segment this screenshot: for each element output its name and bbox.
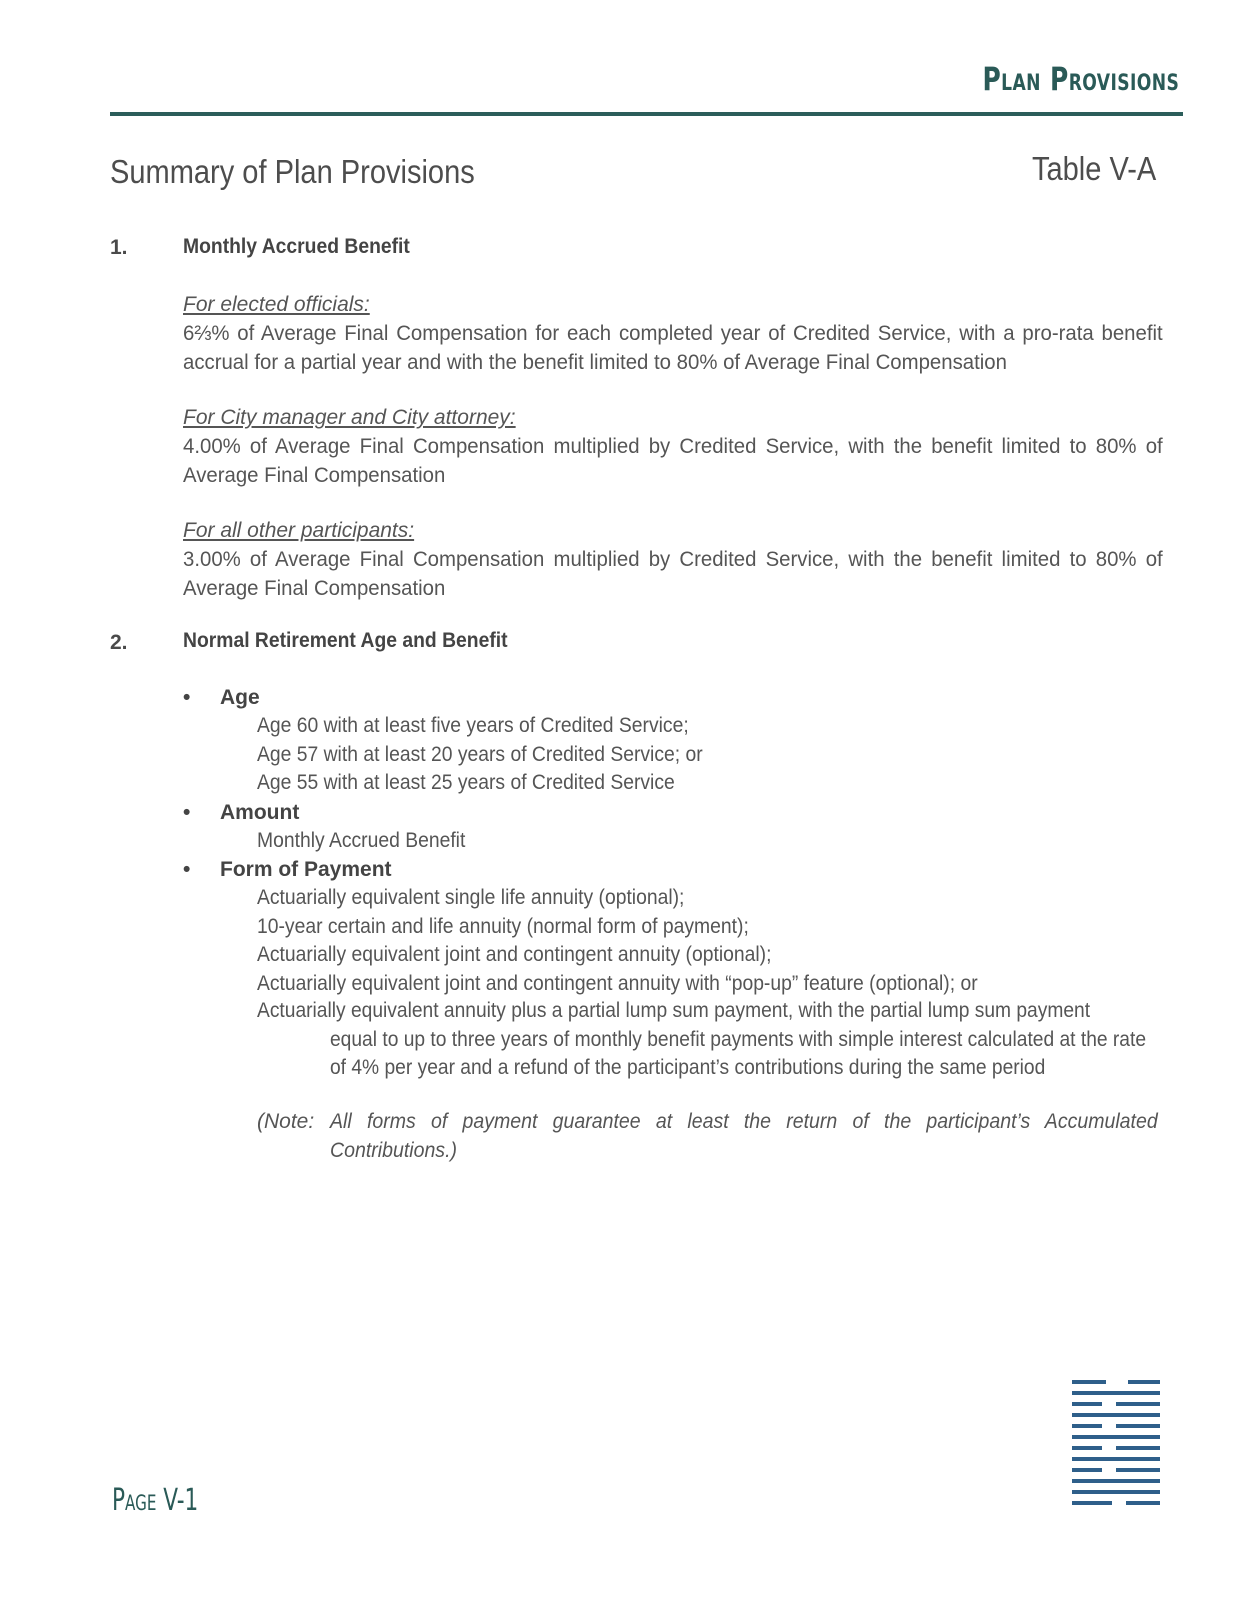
table-id: Table V-A xyxy=(1031,150,1156,187)
provision-text: 6⅔% of Average Final Compensation for each completed year of Credited Service, with a pro-rata benefit accrual for a partial year and with the benefit limited to 80% of Average Final Compensation xyxy=(183,322,1163,374)
section-1-title: Monthly Accrued Benefit xyxy=(183,235,410,258)
list-item: Age 60 with at least five years of Credited Service; xyxy=(257,714,689,737)
list-item: 10-year certain and life annuity (normal form of payment); xyxy=(257,914,749,938)
provision-other-participants xyxy=(183,516,1183,603)
provision-label: For all other participants: xyxy=(183,519,415,542)
age-lines xyxy=(257,712,741,798)
provision-elected-officials xyxy=(183,290,1183,377)
amount-lines xyxy=(257,827,483,856)
list-item: Actuarially equivalent joint and contingent annuity with “pop-up” feature (optional); or xyxy=(257,971,978,995)
bullet-label: Form of Payment xyxy=(220,858,392,881)
page-number: Page V-1 xyxy=(112,1483,199,1518)
section-2-number: 2. xyxy=(110,631,128,654)
provision-label: For City manager and City attorney: xyxy=(183,406,516,429)
payment-note xyxy=(257,1107,1162,1165)
list-item-continuation: equal to up to three years of monthly benefit payments with simple interest calculated at the rate of 4% per year and a refund of the participant’s contributions during the same period xyxy=(330,1027,1147,1079)
provision-label: For elected officials: xyxy=(183,293,370,316)
bullet-label: Age xyxy=(220,686,260,709)
list-item: Age 57 with at least 20 years of Credited Service; or xyxy=(257,742,703,766)
list-item: Monthly Accrued Benefit xyxy=(257,829,466,852)
bullet-dot-icon: • xyxy=(183,858,191,881)
firm-logo-icon xyxy=(1072,1380,1160,1508)
list-item: Actuarially equivalent single life annuity (optional); xyxy=(257,886,685,909)
payment-form-lines xyxy=(257,884,1040,998)
provision-text: 4.00% of Average Final Compensation multiplied by Credited Service, with the benefit limited to 80% of Average Final Compensation xyxy=(183,435,1163,487)
list-item: Age 55 with at least 25 years of Credited Service xyxy=(257,771,675,794)
bullet-label: Amount xyxy=(220,801,300,824)
note-lead: (Note: xyxy=(257,1110,315,1133)
bullet-dot-icon: • xyxy=(183,686,191,709)
note-text: All forms of payment guarantee at least the return of the participant’s Accumulated Contributions.) xyxy=(330,1110,1158,1162)
provision-city-manager xyxy=(183,403,1183,490)
provision-text: 3.00% of Average Final Compensation multiplied by Credited Service, with the benefit limited to 80% of Average Final Compensation xyxy=(183,548,1163,600)
bullet-dot-icon: • xyxy=(183,801,191,824)
page-title: Summary of Plan Provisions xyxy=(110,153,475,190)
header-rule xyxy=(110,112,1183,116)
header-title: Plan Provisions xyxy=(982,60,1179,98)
list-item: Actuarially equivalent annuity plus a partial lump sum payment, with the partial lump sum payment xyxy=(257,999,1091,1022)
section-1-number: 1. xyxy=(110,236,128,259)
section-2-title: Normal Retirement Age and Benefit xyxy=(183,629,508,652)
list-item: Actuarially equivalent joint and contingent annuity (optional); xyxy=(257,943,772,966)
payment-form-lump-sum xyxy=(257,997,1162,1083)
